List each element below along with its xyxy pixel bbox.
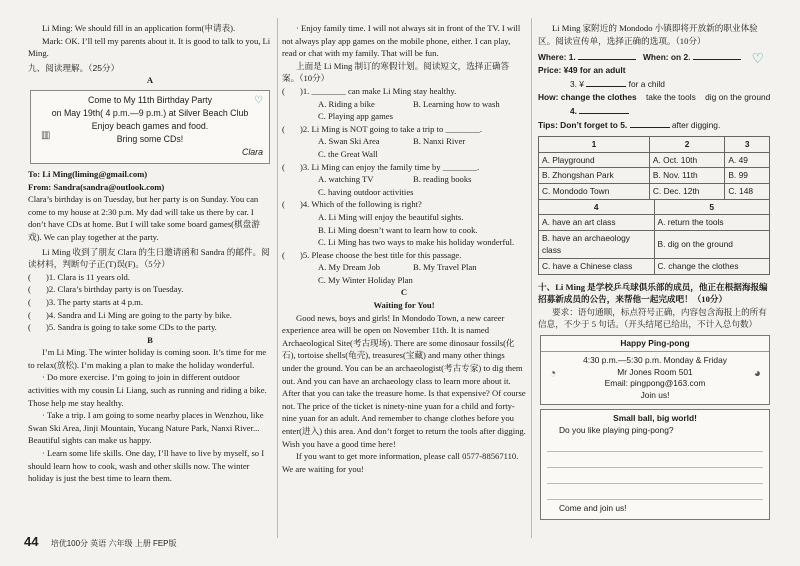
email-body: Clara’s birthday is on Tuesday, but her party is on Sunday. You can come to my house at 2:30 p.m. My dad will take us there by car. I don’t have CDs at home. But I will take some board games(棋盘游戏). We can play together at the party. bbox=[28, 194, 260, 242]
invite-line: on May 19th( 4 p.m.—9 p.m.) at Silver Beach Club bbox=[51, 107, 249, 118]
answer-blank[interactable] bbox=[693, 50, 741, 60]
section-heading: 九、阅读理解。（25分） bbox=[28, 62, 120, 73]
writing-line[interactable] bbox=[547, 484, 763, 500]
mc-question[interactable]: ( )4. Which of the following is right? A. Li Ming will enjoy the beautiful sights. B. Li Ming doesn’t want to learn how to cook. C. Li Ming has two ways to make his holiday wonderful. bbox=[282, 199, 515, 248]
writing-opening: Do you like playing ping-pong? bbox=[559, 424, 674, 435]
passage-paragraph: · Enjoy family time. I will not always sit in front of the TV. I will not always play app games on the mobile phone, either. I can play, read or chat with my family. That will be fun. bbox=[282, 23, 521, 59]
part-label: B bbox=[147, 334, 153, 345]
mc-question[interactable]: ( )2. Li Ming is NOT going to take a trip to ________. A. Swan Ski Area B. Nanxi River C. the Great Wall bbox=[282, 123, 482, 159]
poster-coach: Mr Jones Room 501 bbox=[617, 366, 693, 377]
passage-paragraph: · Learn some life skills. One day, I’ll have to live by myself, so I should learn how to cook, wash and other skills now. The winter holiday is just the best time to learn them. bbox=[28, 448, 265, 484]
invite-signature: Clara bbox=[241, 146, 263, 157]
column-left bbox=[28, 22, 272, 485]
answer-blank[interactable] bbox=[579, 104, 629, 114]
invite-line: Bring some CDs! bbox=[116, 133, 184, 144]
mc-question[interactable]: ( )1. ________ can make Li Ming stay healthy. A. Riding a bike B. Learning how to wash C. Playing app games bbox=[282, 85, 500, 122]
tf-question[interactable]: ( )4. Sandra and Li Ming are going to the party by bike. bbox=[28, 309, 232, 320]
poster-time: 4:30 p.m.—5:30 p.m. Monday & Friday bbox=[583, 355, 727, 366]
section-heading: 十、Li Ming 是学校乒乓球俱乐部的成员，他正在根据海报编招募新成员的公告，来帮他一起完成吧！（10分） bbox=[538, 281, 768, 305]
poster-email: Email: pingpong@163.com bbox=[604, 378, 706, 389]
dialog-line: Li Ming: We should fill in an application form(申请表). bbox=[42, 23, 236, 33]
invite-line: Enjoy beach games and food. bbox=[91, 120, 209, 131]
invite-line: Come to My 11th Birthday Party bbox=[87, 94, 213, 105]
dialog-line: Mark: OK. I’ll tell my parents about it. It is good to talk to you, Li Ming. bbox=[28, 35, 271, 59]
options-table-1: 1 2 3 A. Playground A. Oct. 10th A. 49 B. Zhongshan Park B. Nov. 11th B. 99 C. Mondodo Town C. Dec. 12th C. 148 bbox=[538, 136, 770, 199]
price-line: Price: ¥49 for an adult bbox=[538, 65, 626, 76]
column-divider bbox=[531, 18, 532, 538]
passage-paragraph: · Do more exercise. I’m going to join in different outdoor activities with my cousin Li Liang, such as running and riding a bike. Those help me stay healthy. bbox=[28, 372, 267, 408]
requirements: 要求：语句通顺，标点符号正确，内容包含海报上的所有信息，不少于 5 句话。（开头结尾已给出，不计入总句数） bbox=[538, 306, 767, 330]
mc-list bbox=[282, 85, 526, 287]
part-label: A bbox=[146, 75, 154, 86]
passage-paragraph: Good news, boys and girls! In Mondodo Town, a new career experience area will be open on November 11th. It is named Archaeological Site(考古现场). There are some dinosaur fossils(化石), tortoise shells(龟壳), treasures(宝藏) and many other things under the ground. You can be an archaeologist(考古专家) to dig them out. And you can have an archaeology class to learn more about it. After that you can take the treasure home. Is that expensive? Of course not. The price of the ticket is ninety-nine yuan for a child and forty-nine yuan for an adult. And remember to change clothes before you enter(进入) this area. And don’t forget to return the tools after digging. Wish you have a good time here! bbox=[282, 312, 526, 449]
gift-icon: ▥ bbox=[41, 129, 51, 141]
tf-question[interactable]: ( )2. Clara’s birthday party is on Tuesday. bbox=[28, 284, 184, 295]
writing-area[interactable] bbox=[540, 409, 770, 520]
column-middle bbox=[282, 22, 526, 475]
heart-icon: ♡ bbox=[751, 50, 764, 67]
answer-blank[interactable] bbox=[578, 50, 636, 60]
writing-title: Small ball, big world! bbox=[613, 413, 697, 424]
flyer-form: ♡ Where: 1. When: on 2. Price: ¥49 for an adult 3. ¥ for a child How: change the clothes take the tools dig on the ground 4. Tips: Don’t forget to 5. after digging. bbox=[538, 50, 771, 131]
options-table-2: 4 5 A. have an art class A. return the tools B. have an archaeology class B. dig on the ground C. have a Chinese class C. change the clothes bbox=[538, 199, 770, 275]
instruction: 上面是 Li Ming 制订的寒假计划。阅读短文，选择正确答案。（10分） bbox=[282, 60, 510, 84]
page-number: 44 bbox=[24, 534, 39, 549]
paddle-icon: ◕ bbox=[753, 366, 761, 381]
pingpong-poster bbox=[540, 335, 770, 406]
writing-ending: Come and join us! bbox=[559, 503, 627, 514]
page-footer bbox=[24, 534, 177, 549]
answer-blank[interactable] bbox=[586, 77, 626, 87]
mc-question[interactable]: ( )5. Please choose the best title for this passage. A. My Dream Job B. My Travel Plan C. My Winter Holiday Plan bbox=[282, 249, 477, 285]
poster-join: Join us! bbox=[640, 389, 670, 400]
poster-title: Happy Ping-pong bbox=[541, 336, 769, 353]
passage-title: Waiting for You! bbox=[373, 300, 435, 311]
tf-list bbox=[28, 271, 272, 334]
writing-line[interactable] bbox=[547, 452, 763, 468]
column-right bbox=[538, 22, 772, 520]
passage-paragraph: If you want to get more information, please call 0577-88567110. We are waiting for you! bbox=[282, 451, 519, 474]
instruction: Li Ming 收到了朋友 Clara 的生日邀请函和 Sandra 的邮件。阅读材料，判断句子正(T)误(F)。（5分） bbox=[28, 246, 270, 270]
mc-question[interactable]: ( )3. Li Ming can enjoy the family time by ________. A. watching TV B. reading books C. having outdoor activities bbox=[282, 161, 480, 197]
tf-question[interactable]: ( )1. Clara is 11 years old. bbox=[28, 271, 130, 282]
instruction: Li Ming 家附近的 Mondodo 小镇即将开放新的职业体验区。阅读宣传单，选择正确的选项。（10分） bbox=[538, 23, 758, 46]
column-divider bbox=[277, 18, 278, 538]
passage-paragraph: I’m Li Ming. The winter holiday is coming soon. It’s time for me to relax(放松). I’m making a plan to make the holiday wonderful. bbox=[28, 347, 267, 370]
paddle-icon: ◔ bbox=[549, 366, 557, 381]
tf-question[interactable]: ( )5. Sandra is going to take some CDs to the party. bbox=[28, 322, 217, 333]
heart-icon: ♡ bbox=[254, 94, 263, 106]
answer-blank[interactable] bbox=[630, 118, 670, 128]
email-from: From: Sandra(sandra@outlook.com) bbox=[28, 181, 165, 192]
passage-paragraph: · Take a trip. I am going to some nearby places in Wenzhou, like Swan Ski Area, Jinji Mountain, Yucang Nature Park, Nanxi River... Beautiful sights can make us happy. bbox=[28, 410, 264, 446]
writing-line[interactable] bbox=[547, 468, 763, 484]
email-to: To: Li Ming(liming@gmail.com) bbox=[28, 168, 148, 179]
tf-question[interactable]: ( )3. The party starts at 4 p.m. bbox=[28, 296, 143, 307]
party-invitation bbox=[30, 90, 270, 164]
part-label: C bbox=[400, 287, 408, 298]
footer-text: 培优100分 英语 六年级 上册 FEP版 bbox=[50, 539, 177, 548]
writing-line[interactable] bbox=[547, 436, 763, 452]
